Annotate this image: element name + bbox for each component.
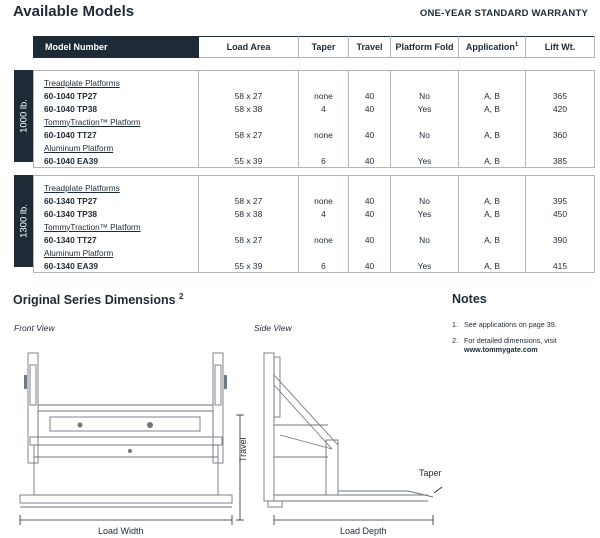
group-name: TommyTraction™ Platform	[44, 117, 141, 127]
cell-fold: Yes	[391, 260, 459, 273]
cell-model: 60-1040 TP38	[44, 104, 98, 114]
capacity-block-1000	[14, 70, 594, 166]
table-row	[34, 155, 595, 168]
website-url: www.tommygate.com	[464, 345, 538, 355]
col-model-number: Model Number	[34, 37, 199, 58]
group-name: Aluminum Platform	[44, 143, 114, 153]
front-view-drawing	[10, 345, 245, 535]
cell-load-area: 55 x 39	[199, 155, 299, 168]
cell-travel: 40	[349, 234, 391, 247]
group-name: Treadplate Platforms	[44, 183, 120, 193]
col-application: Application$^1$	[459, 37, 526, 58]
load-width-label: Load Width	[98, 526, 144, 536]
group-name: TommyTraction™ Platform	[44, 222, 141, 232]
taper-label: Taper	[419, 468, 442, 478]
cell-application: A, B	[459, 208, 526, 221]
cell-taper: 6	[299, 260, 349, 273]
cell-travel: 40	[349, 90, 391, 103]
cell-travel: 40	[349, 103, 391, 116]
cell-load-area: 58 x 27	[199, 90, 299, 103]
cell-weight: 390	[526, 234, 595, 247]
cell-weight: 420	[526, 103, 595, 116]
cell-travel: 40	[349, 208, 391, 221]
group-row	[34, 142, 595, 155]
col-lift-weight: Lift Wt.	[526, 37, 595, 58]
group-row	[34, 221, 595, 234]
cell-load-area: 58 x 38	[199, 208, 299, 221]
group-row	[34, 247, 595, 260]
side-view-label: Side View	[254, 323, 292, 333]
load-depth-label: Load Depth	[340, 526, 387, 536]
cell-application: A, B	[459, 103, 526, 116]
col-platform-fold: Platform Fold	[391, 37, 459, 58]
group-row	[34, 116, 595, 129]
dimensions-title: Original Series Dimensions $^2$	[13, 292, 184, 308]
cell-taper: none	[299, 195, 349, 208]
cell-travel: 40	[349, 260, 391, 273]
cell-fold: Yes	[391, 208, 459, 221]
cell-application: A, B	[459, 155, 526, 168]
cell-load-area: 58 x 38	[199, 103, 299, 116]
capacity-block-1300	[14, 175, 594, 271]
cell-fold: Yes	[391, 103, 459, 116]
cell-taper: 6	[299, 155, 349, 168]
group-name: Aluminum Platform	[44, 248, 114, 258]
table-row	[34, 208, 595, 221]
cell-weight: 415	[526, 260, 595, 273]
cell-load-area: 58 x 27	[199, 195, 299, 208]
cell-taper: none	[299, 234, 349, 247]
group-name: Treadplate Platforms	[44, 78, 120, 88]
side-view-drawing	[228, 345, 453, 535]
table-row	[34, 103, 595, 116]
cell-fold: No	[391, 90, 459, 103]
cell-model: 60-1040 EA39	[44, 155, 99, 166]
capacity-label: 1300 lb.	[14, 175, 33, 267]
cell-load-area: 55 x 39	[199, 260, 299, 273]
cell-taper: 4	[299, 103, 349, 116]
note-item: 1. See applications on page 39.	[452, 320, 557, 329]
cell-model: 60-1340 TT27	[44, 235, 97, 245]
cell-taper: 4	[299, 208, 349, 221]
available-models-title: Available Models	[13, 3, 135, 20]
note-item: 2. For detailed dimensions, visit www.tommygate.com	[452, 335, 557, 355]
table-row	[34, 90, 595, 103]
cell-model: 60-1040 TT27	[44, 130, 97, 140]
notes-title: Notes	[452, 292, 487, 306]
cell-application: A, B	[459, 129, 526, 142]
cell-weight: 365	[526, 90, 595, 103]
cell-weight: 360	[526, 129, 595, 142]
cell-fold: No	[391, 129, 459, 142]
cell-fold: No	[391, 234, 459, 247]
cell-taper: none	[299, 129, 349, 142]
cell-travel: 40	[349, 129, 391, 142]
cell-weight: 395	[526, 195, 595, 208]
cell-travel: 40	[349, 155, 391, 168]
cell-model: 60-1040 TP27	[44, 91, 98, 101]
spec-table-header	[33, 36, 595, 58]
cell-application: A, B	[459, 234, 526, 247]
group-row	[34, 77, 595, 90]
table-row	[34, 260, 595, 273]
notes-list	[452, 320, 592, 361]
cell-model: 60-1340 TP38	[44, 209, 98, 219]
models-table	[33, 70, 595, 168]
cell-load-area: 58 x 27	[199, 129, 299, 142]
cell-application: A, B	[459, 260, 526, 273]
table-row	[34, 234, 595, 247]
cell-load-area: 58 x 27	[199, 234, 299, 247]
cell-application: A, B	[459, 90, 526, 103]
cell-weight: 450	[526, 208, 595, 221]
col-load-area: Load Area	[199, 37, 299, 58]
col-taper: Taper	[299, 37, 349, 58]
cell-application: A, B	[459, 195, 526, 208]
travel-label: Travel	[238, 437, 248, 462]
cell-taper: none	[299, 90, 349, 103]
cell-travel: 40	[349, 195, 391, 208]
cell-fold: Yes	[391, 155, 459, 168]
cell-model: 60-1340 TP27	[44, 196, 98, 206]
capacity-label: 1000 lb.	[14, 70, 33, 162]
col-travel: Travel	[349, 37, 391, 58]
cell-weight: 385	[526, 155, 595, 168]
cell-fold: No	[391, 195, 459, 208]
table-row	[34, 195, 595, 208]
dimensions-footnote: 2	[179, 292, 184, 301]
cell-model: 60-1340 EA39	[44, 260, 99, 271]
group-row	[34, 182, 595, 195]
front-view-label: Front View	[14, 323, 55, 333]
models-table	[33, 175, 595, 273]
table-row	[34, 129, 595, 142]
warranty-label: ONE-YEAR STANDARD WARRANTY	[419, 8, 588, 19]
application-footnote: 1	[514, 42, 519, 48]
